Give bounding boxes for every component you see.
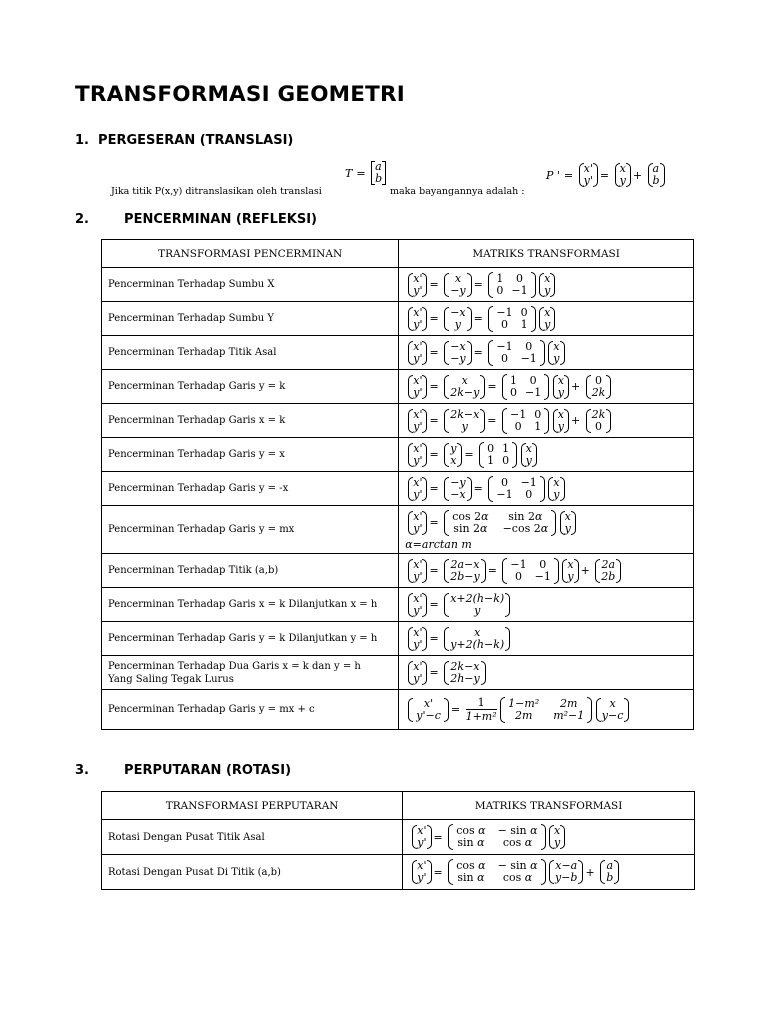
section-label: PENCERMINAN (REFLEKSI) bbox=[124, 212, 317, 227]
row-matrix: x' y' = 2a−x 2b−y = −1 0 0 −1 x y + 2a 2b bbox=[399, 554, 694, 588]
row-matrix: x' y' = cos 2α sin 2α sin 2α −cos 2α x y α=arctan m bbox=[399, 506, 694, 554]
row-label bbox=[102, 656, 399, 690]
translation-text-before: Jika titik P(x,y) ditranslasikan oleh translasi bbox=[111, 186, 322, 197]
row-matrix: x' y' = x y+2(h−k) bbox=[399, 622, 694, 656]
row-matrix: x' y' = 2k−x 2h−y bbox=[399, 656, 694, 690]
column-header: MATRIKS TRANSFORMASI bbox=[399, 240, 694, 268]
table-row bbox=[102, 656, 694, 690]
section-label: PERGESERAN (TRANSLASI) bbox=[98, 133, 294, 148]
section-1-heading bbox=[75, 133, 293, 148]
table-row bbox=[102, 268, 694, 302]
table-row bbox=[102, 370, 694, 404]
table-row bbox=[102, 588, 694, 622]
rotation-table bbox=[101, 791, 695, 890]
section-number: 1. bbox=[75, 133, 89, 148]
table-row bbox=[102, 404, 694, 438]
table-row bbox=[102, 438, 694, 472]
section-number: 2. bbox=[75, 212, 89, 227]
row-matrix: x' y' = −y −x = 0 −1 −1 0 x y bbox=[399, 472, 694, 506]
translation-image-formula: P ' = x' y' = x y + a b bbox=[544, 163, 665, 187]
row-matrix: x' y' = x −y = 1 0 0 −1 x y bbox=[399, 268, 694, 302]
row-matrix: x' y' = x+2(h−k) y bbox=[399, 588, 694, 622]
row-label: Pencerminan Terhadap Garis y = x bbox=[102, 438, 399, 472]
row-matrix: x' y' = cos α sin α − sin α cos α x−a y−b + a b bbox=[403, 855, 695, 890]
row-label: Pencerminan Terhadap Garis x = k bbox=[102, 404, 399, 438]
translation-vector-formula: T = a b bbox=[343, 161, 386, 185]
table-row bbox=[102, 302, 694, 336]
page-title: TRANSFORMASI GEOMETRI bbox=[75, 82, 405, 107]
table-header-row bbox=[102, 792, 695, 820]
table-row bbox=[102, 855, 695, 890]
row-label-line-1: Pencerminan Terhadap Dua Garis x = k dan y = h bbox=[108, 660, 361, 672]
table-row bbox=[102, 622, 694, 656]
row-matrix: x' y' = 2k−x y = −1 0 0 1 x y + 2k 0 bbox=[399, 404, 694, 438]
row-label-line-2: Yang Saling Tegak Lurus bbox=[108, 673, 234, 685]
reflection-table bbox=[101, 239, 694, 730]
row-label: Pencerminan Terhadap Sumbu X bbox=[102, 268, 399, 302]
row-label: Pencerminan Terhadap Garis y = mx + c bbox=[102, 690, 399, 730]
row-label: Pencerminan Terhadap Sumbu Y bbox=[102, 302, 399, 336]
row-label: Pencerminan Terhadap Garis x = k Dilanjutkan x = h bbox=[102, 588, 399, 622]
section-label: PERPUTARAN (ROTASI) bbox=[124, 763, 292, 778]
section-3-heading bbox=[75, 763, 291, 778]
row-label: Pencerminan Terhadap Garis y = k Dilanjutkan y = h bbox=[102, 622, 399, 656]
translation-text-after: maka bayangannya adalah : bbox=[390, 186, 525, 197]
section-2-heading bbox=[75, 212, 317, 227]
table-row bbox=[102, 554, 694, 588]
row-label: Pencerminan Terhadap Titik (a,b) bbox=[102, 554, 399, 588]
row-matrix: x' y' = −x y = −1 0 0 1 x y bbox=[399, 302, 694, 336]
column-header: TRANSFORMASI PENCERMINAN bbox=[102, 240, 399, 268]
table-row bbox=[102, 336, 694, 370]
row-label: Pencerminan Terhadap Titik Asal bbox=[102, 336, 399, 370]
row-matrix: x' y' = y x = 0 1 1 0 x y bbox=[399, 438, 694, 472]
table-header-row bbox=[102, 240, 694, 268]
arctan-note: α=arctan m bbox=[405, 537, 472, 551]
table-row bbox=[102, 690, 694, 730]
row-label: Rotasi Dengan Pusat Titik Asal bbox=[102, 820, 403, 855]
table-row bbox=[102, 506, 694, 554]
row-label: Pencerminan Terhadap Garis y = k bbox=[102, 370, 399, 404]
table-row bbox=[102, 472, 694, 506]
row-label: Rotasi Dengan Pusat Di Titik (a,b) bbox=[102, 855, 403, 890]
row-label: Pencerminan Terhadap Garis y = -x bbox=[102, 472, 399, 506]
table-row bbox=[102, 820, 695, 855]
row-matrix: x' y'−c = $\frac{1}{\text{1+m²}}$ 1−m² 2m 2m m²−1 x y−c bbox=[399, 690, 694, 730]
row-matrix: x' y' = −x −y = −1 0 0 −1 x y bbox=[399, 336, 694, 370]
row-matrix: x' y' = x 2k−y = 1 0 0 −1 x y + 0 2k bbox=[399, 370, 694, 404]
column-header: MATRIKS TRANSFORMASI bbox=[403, 792, 695, 820]
column-header: TRANSFORMASI PERPUTARAN bbox=[102, 792, 403, 820]
row-matrix: x' y' = cos α sin α − sin α cos α x y bbox=[403, 820, 695, 855]
section-number: 3. bbox=[75, 763, 89, 778]
row-label: Pencerminan Terhadap Garis y = mx bbox=[102, 506, 399, 554]
